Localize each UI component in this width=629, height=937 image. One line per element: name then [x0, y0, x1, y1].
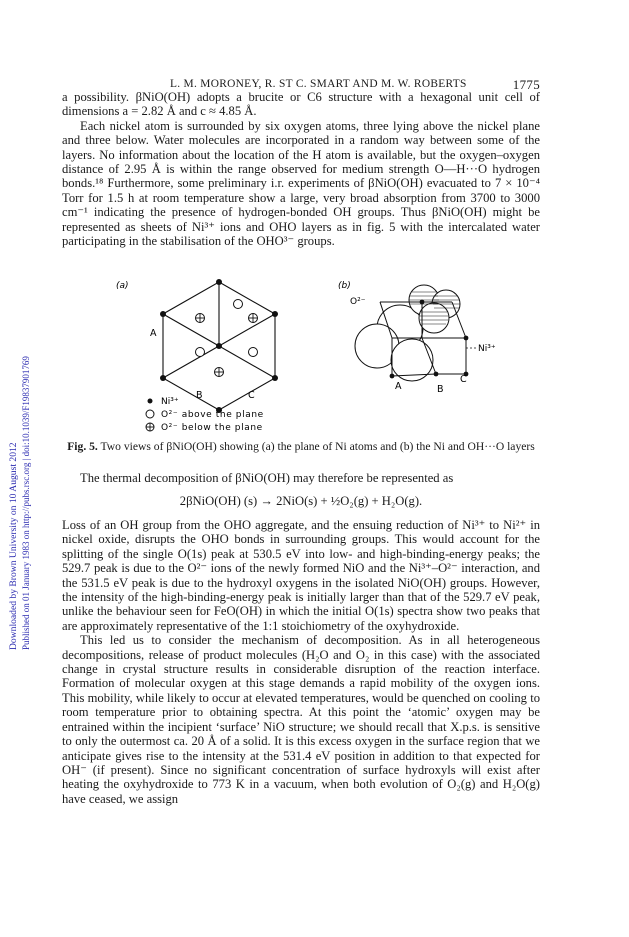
figure-5 — [62, 274, 540, 454]
figure-caption — [62, 440, 540, 453]
figure-5-drawing — [62, 274, 540, 444]
header-authors: L. M. MORONEY, R. ST C. SMART AND M. W. ROBERTS — [170, 78, 467, 90]
panel-b-oxygen-label: O²⁻ — [350, 297, 366, 307]
paragraph: a possibility. βNiO(OH) adopts a brucite or C6 structure with a hexagonal unit cell of dimensions a = 2.82 Å and c ≈ 4.85 Å. — [62, 90, 540, 119]
panel-b-label: (b) — [338, 281, 351, 291]
legend-o-above: O²⁻ above the plane — [161, 410, 264, 420]
oxygen-above — [196, 300, 258, 357]
legend-ni: Ni³⁺ — [161, 397, 179, 407]
panel-b-point-a: A — [395, 381, 402, 392]
paragraph: Each nickel atom is surrounded by six oxygen atoms, three lying above the nickel plane and three below. Water molecules are incorporated in a random way between some of the layers. No information about the location of the H atom is available, but the oxygen–oxygen distance of 2.95 Å is within the range observed for medium strength O—H···O hydrogen bonds.¹⁸ Furthermore, some preliminary i.r. experiments of βNiO(OH) evacuated to 7 × 10⁻⁴ Torr for 1.5 h at room temperature show a large, very broad absorption from 3700 to 3000 cm⁻¹ indicating the presence of hydrogen-bonded OH groups. Thus βNiO(OH) might be represented as sheets of Ni³⁺ ions and OHO layers as in fig. 5 with the intercalated water participating in the stabilisation of the OHO³⁻ groups. — [62, 118, 540, 249]
caption-text: Two views of βNiO(OH) showing (a) the plane of Ni atoms and (b) the Ni and OH···O layers — [97, 440, 535, 453]
panel-b-point-c: C — [460, 374, 467, 385]
text-block-top — [62, 90, 540, 248]
oxygen-below — [196, 314, 258, 377]
download-notice — [0, 230, 31, 650]
layer-model — [355, 285, 476, 381]
intro-line — [62, 471, 540, 486]
panel-a-label: (a) — [116, 281, 129, 291]
point-c-label: C — [248, 390, 255, 401]
panel-b-point-b: B — [437, 384, 444, 395]
downloaded-notice: Downloaded by Brown University on 10 August 2012 — [8, 442, 19, 650]
published-notice: Published on 01 January 1983 on http://pubs.rsc.org | doi:10.1039/F19837901769 — [21, 356, 31, 650]
intro-text: The thermal decomposition of βNiO(OH) may therefore be represented as — [80, 471, 454, 485]
paragraph: This led us to consider the mechanism of decomposition. As in all heterogeneous decompositions, release of product molecules (H₂O and O₂ in this case) with the associated change in crystal structure results in considerable disruption of the reaction interface. Formation of molecular oxygen at this stage demands a rapid mobility of the oxygen ions. This mobility, while likely to occur at elevated temperatures, would be quenched on cooling to room temperature prior to obtaining spectra. At this point the ‘atomic’ oxygen may be entrained within the incipient ‘surface’ NiO structure; we should recall that X.p.s. is sensitive to only the outermost ca. 20 Å of a solid. It is this excess oxygen in the surface region that we anticipate gives rise to the intensity at the 531.4 eV position in addition to that expected for OH⁻ (if present). Since no significant concentration of surface hydroxyls will exist after heating the oxyhydroxide to 773 K in a vacuum, when both evolution of O₂(g) and H₂O(g) have ceased, we assign — [62, 633, 540, 806]
point-b-label: B — [196, 390, 203, 401]
caption-label: Fig. 5. — [67, 440, 98, 453]
page-number: 1775 — [512, 77, 540, 92]
panel-b-ni-label: Ni³⁺ — [478, 344, 496, 354]
reaction-equation: 2βNiO(OH) (s) → 2NiO(s) + ½O₂(g) + H₂O(g). — [179, 494, 423, 508]
paragraph: Loss of an OH group from the OHO aggregate, and the ensuing reduction of Ni³⁺ to Ni²⁺ in nickel oxide, disrupts the OHO bonds in surrounding groups. This would account for the splitting of the single O(1s) peak at 530.5 eV into low- and high-binding-energy peaks; the 529.7 peak is due to the O²⁻ ions of the newly formed NiO and the Ni³⁺–O²⁻ interaction, and the 531.5 eV peak is due to the hydroxyl oxygens in the isolated NiO(OH) groups. However, the intensity of the high-binding-energy peak is initially larger than that of the 529.7 eV peak, unlike the behaviour seen for FeO(OH) in which the initial O(1s) spectra show two peaks that are approximately representative of the 1:1 stoichiometry of the oxyhydroxide. — [62, 518, 540, 633]
text-block-bottom — [62, 518, 540, 806]
point-a-label: A — [150, 328, 157, 339]
legend-o-below: O²⁻ below the plane — [161, 423, 263, 433]
